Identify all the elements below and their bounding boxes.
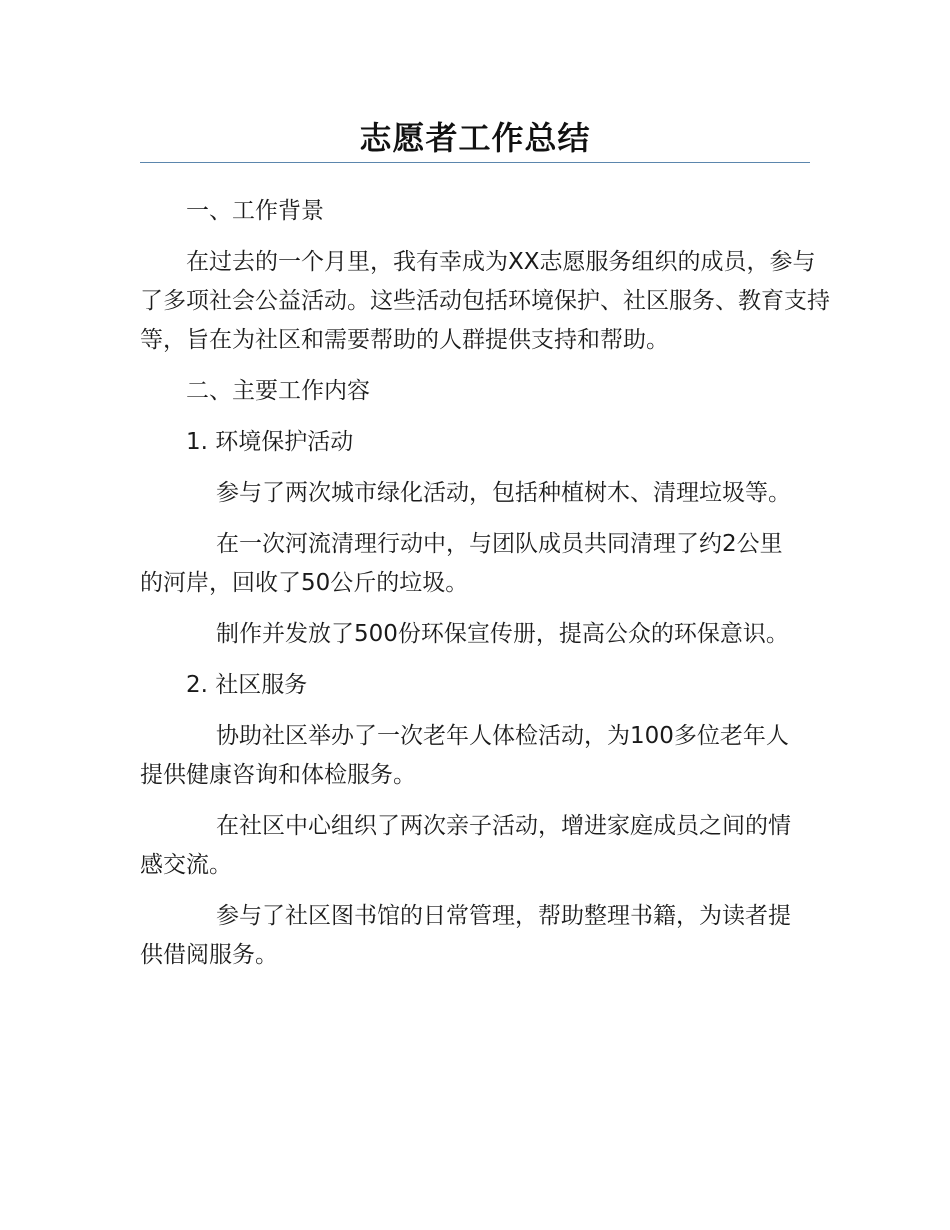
section-heading-main: 二、主要工作内容 <box>186 378 370 404</box>
community-item: 在社区中心组织了两次亲子活动，增进家庭成员之间的情感交流。 <box>140 813 791 878</box>
background-paragraph: 在过去的一个月里，我有幸成为XX志愿服务组织的成员，参与了多项社会公益活动。这些活动包括环境保护、社区服务、教育支持等，旨在为社区和需要帮助的人群提供支持和帮助。 <box>140 249 830 353</box>
document-body <box>140 192 830 987</box>
environment-item: 在一次河流清理行动中，与团队成员共同清理了约2公里的河岸，回收了50公斤的垃圾。 <box>140 531 783 596</box>
subheading-community: 2. 社区服务 <box>186 672 308 698</box>
document-page <box>140 0 830 1230</box>
subheading-environment: 1. 环境保护活动 <box>186 429 354 455</box>
community-item: 协助社区举办了一次老年人体检活动，为100多位老年人提供健康咨询和体检服务。 <box>140 723 789 788</box>
section-heading-background: 一、工作背景 <box>186 198 324 224</box>
environment-item: 制作并发放了500份环保宣传册，提高公众的环保意识。 <box>216 621 789 647</box>
title-underline <box>140 162 810 163</box>
document-title: 志愿者工作总结 <box>359 119 591 157</box>
community-item: 参与了社区图书馆的日常管理，帮助整理书籍，为读者提供借阅服务。 <box>140 903 791 968</box>
environment-item: 参与了两次城市绿化活动，包括种植树木、清理垃圾等。 <box>216 480 791 506</box>
